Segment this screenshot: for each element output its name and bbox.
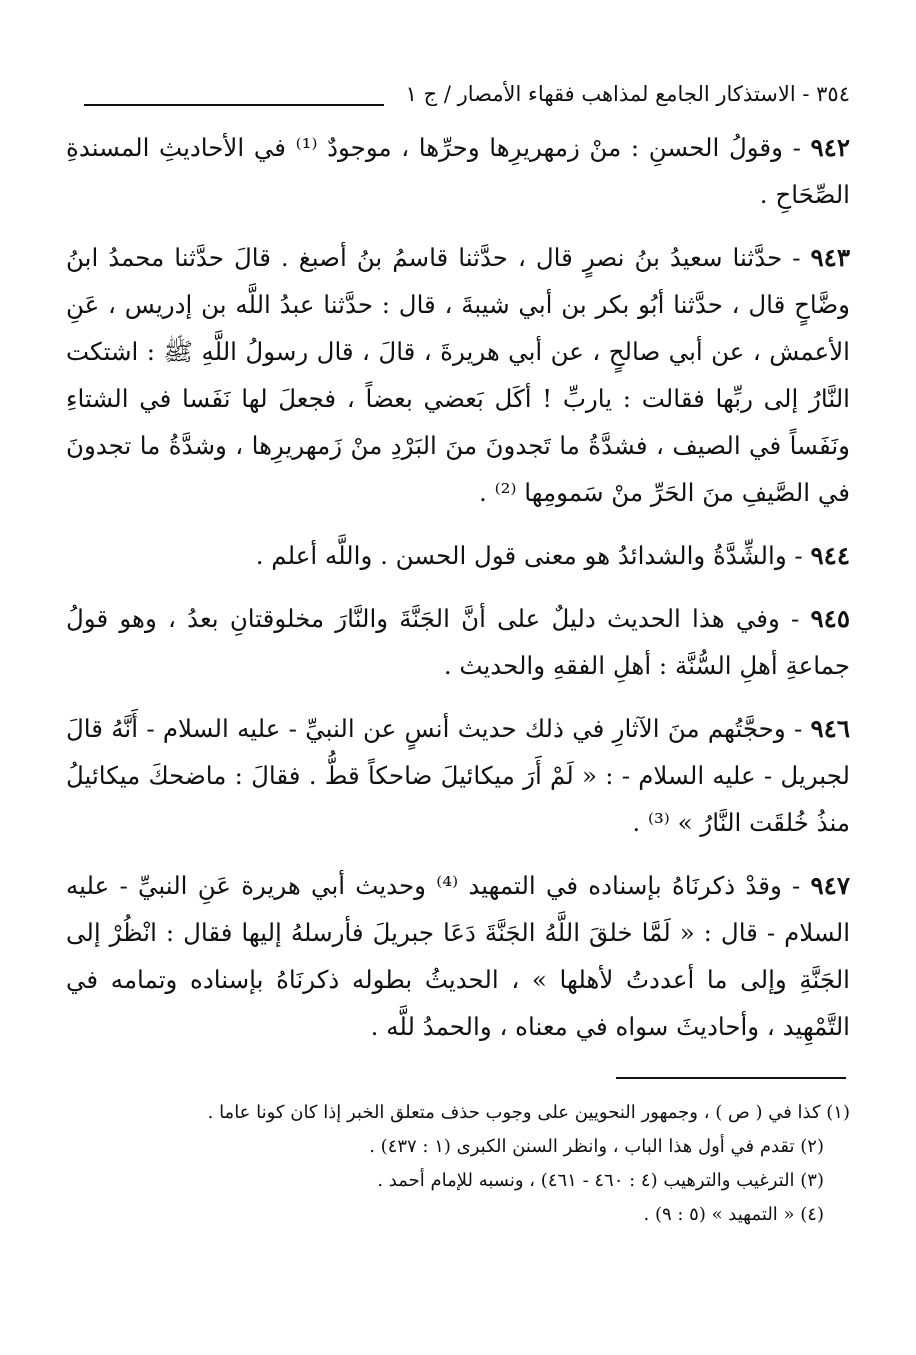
- footnote-2: (٢) تقدم في أول هذا الباب ، وانظر السنن الكبرى (١ : ٤٣٧) .: [369, 1136, 824, 1157]
- paragraph-946: [66, 705, 850, 846]
- main-text: [66, 124, 850, 1066]
- paragraph-text: - وقولُ الحسنِ : منْ زمهريرِها وحرِّها ، موجودٌ ⁽¹⁾ في الأحاديثِ المسندةِ الصِّحَاحِ .: [66, 133, 850, 209]
- paragraph-944: [66, 532, 850, 579]
- paragraph-number: ٩٤٧: [810, 871, 850, 900]
- paragraph-945: [66, 595, 850, 689]
- paragraph-942: [66, 124, 850, 218]
- paragraph-943: [66, 234, 850, 516]
- paragraph-text: - والشِّدَّةُ والشدائدُ هو معنى قول الحسن . واللَّه أعلم .: [255, 541, 811, 570]
- header-rule: [84, 104, 384, 106]
- paragraph-text: - وفي هذا الحديث دليلٌ على أنَّ الجَنَّةَ والنَّارَ مخلوقتانِ بعدُ ، وهو قولُ جماعةِ أهلِ السُّنَّة : أهلِ الفقهِ والحديث .: [66, 604, 850, 680]
- paragraph-number: ٩٤٦: [810, 714, 850, 743]
- footnotes: [66, 1096, 850, 1232]
- paragraph-text: - وحجَّتُهم منَ الآثارِ في ذلك حديث أنسٍ عن النبيِّ - عليه السلام - أَنَّهُ قالَ لجبريل - عليه السلام - : « لَمْ أَرَ ميكائيلَ ضاحكاً قطُّ . فقالَ : ماضحكَ ميكائيلُ منذُ خُلقَت النَّارُ » ⁽³⁾ .: [66, 714, 850, 837]
- running-head: ٣٥٤ - الاستذكار الجامع لمذاهب فقهاء الأمصار / ج ١: [405, 82, 850, 106]
- paragraph-947: [66, 862, 850, 1050]
- paragraph-number: ٩٤٢: [810, 133, 850, 162]
- paragraph-number: ٩٤٤: [810, 541, 850, 570]
- paragraph-text: - حدَّثنا سعيدُ بنُ نصرٍ قال ، حدَّثنا قاسمُ بنُ أصبغ . قالَ حدَّثنا محمدُ ابنُ وضَّاحٍ قال ، حدَّثنا أبُو بكر بن أبي شيبةَ ، قال : حدَّثنا عبدُ اللَّه بن إدريس ، عَنِ الأعمش ، عن أبي صالحٍ ، عن أبي هريرةَ ، قالَ ، قال رسولُ اللَّهِ ﷺ : اشتكت النَّارُ إلى ربِّها فقالت : ياربِّ ! أكَل بَعضي بعضاً ، فجعلَ لها نَفَسا في الشتاءِ ونَفَساً في الصيف ، فشدَّةُ ما تَجدونَ منَ البَرْدِ منْ زَمهريرِها ، وشدَّةُ ما تجدونَ في الصَّيفِ منَ الحَرِّ منْ سَمومِها ⁽²⁾ .: [66, 243, 850, 507]
- footnote-4: (٤) « التمهيد » (٥ : ٩) .: [643, 1204, 824, 1225]
- paragraph-text: - وقدْ ذكرنَاهُ بإسناده في التمهيد ⁽⁴⁾ وحديث أبي هريرة عَنِ النبيِّ - عليه السلام - قال : « لَمَّا خلقَ اللَّهُ الجَنَّةَ دَعَا جبريلَ فأرسلهُ إليها فقال : انْظُرْ إلى الجَنَّةِ وإلى ما أعددتُ لأهلها » ، الحديثُ بطوله ذكرنَاهُ بإسناده وتمامه في التَّمْهِيد ، وأحاديثَ سواه في معناه ، والحمدُ للَّه .: [66, 871, 850, 1041]
- footnote-rule: [616, 1077, 846, 1079]
- paragraph-number: ٩٤٣: [810, 243, 850, 272]
- footnote-3: (٣) الترغيب والترهيب (٤ : ٤٦٠ - ٤٦١) ، ونسبه للإمام أحمد .: [377, 1170, 824, 1191]
- paragraph-number: ٩٤٥: [810, 604, 850, 633]
- footnote-1: (١) كذا في ( ص ) ، وجمهور النحويين على وجوب حذف متعلق الخبر إذا كان كونا عاما .: [207, 1102, 850, 1123]
